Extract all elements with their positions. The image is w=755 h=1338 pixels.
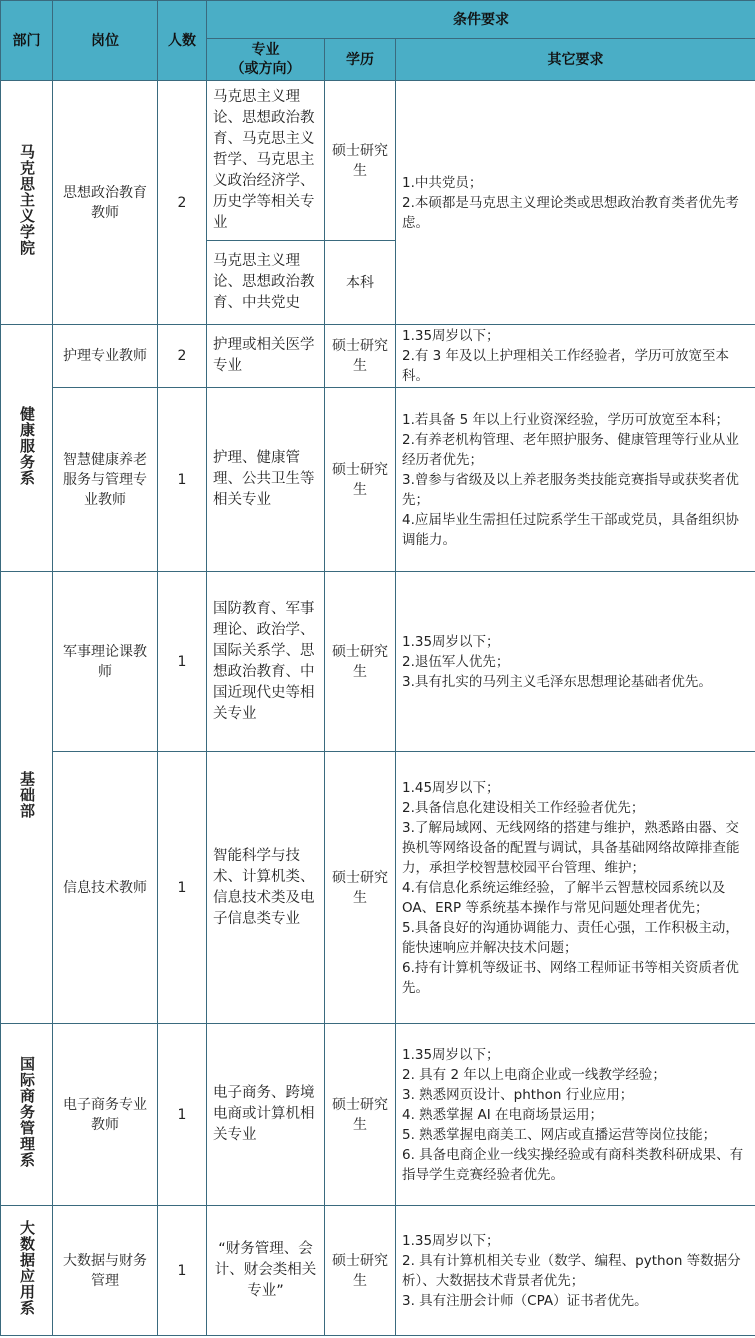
table-row xyxy=(1,1206,755,1336)
requirement-item: 2.本硕都是马克思主义理论类或思想政治教育类者优先考虑。 xyxy=(402,194,739,231)
table-row xyxy=(1,1024,755,1206)
education-cell: 硕士研究生 xyxy=(325,388,396,572)
requirement-item: 3.具有扎实的马列主义毛泽东思想理论基础者优先。 xyxy=(402,673,712,690)
major-cell: 护理或相关医学专业 xyxy=(207,325,325,388)
major-cell: 护理、健康管理、公共卫生等相关专业 xyxy=(207,388,325,572)
education-cell: 硕士研究生 xyxy=(325,1024,396,1206)
education-cell: 硕士研究生 xyxy=(325,81,396,241)
position-cell: 思想政治教育教师 xyxy=(53,81,158,325)
requirements-cell xyxy=(396,81,755,325)
requirement-item: 5. 熟悉掌握电商美工、网店或直播运营等岗位技能； xyxy=(402,1126,717,1143)
requirement-item: 2.有 3 年及以上护理相关工作经验者，学历可放宽至本科。 xyxy=(402,348,730,384)
requirement-item: 4.应届毕业生需担任过院系学生干部或党员，具备组织协调能力。 xyxy=(402,511,739,548)
table-row xyxy=(1,572,755,752)
position-cell: 军事理论课教师 xyxy=(53,572,158,752)
requirement-item: 1.中共党员； xyxy=(402,174,483,191)
header-conditions: 条件要求 xyxy=(207,1,755,39)
requirement-item: 1.35周岁以下； xyxy=(402,1232,500,1249)
header-other: 其它要求 xyxy=(396,39,755,81)
dept-cell: 国际商务管理系 xyxy=(1,1024,53,1206)
requirement-item: 5.具备良好的沟通协调能力、责任心强，工作积极主动，能快速响应并解决技术问题； xyxy=(402,919,739,956)
major-cell: 马克思主义理论、思想政治教育、马克思主义哲学、马克思主义政治经济学、历史学等相关专业 xyxy=(207,81,325,241)
requirement-item: 1.35周岁以下； xyxy=(402,328,500,344)
position-cell: 信息技术教师 xyxy=(53,752,158,1024)
major-cell: 马克思主义理论、思想政治教育、中共党史 xyxy=(207,241,325,325)
header-education: 学历 xyxy=(325,39,396,81)
requirement-item: 2.有养老机构管理、老年照护服务、健康管理等行业从业经历者优先； xyxy=(402,431,739,468)
count-cell: 2 xyxy=(158,325,207,388)
count-cell: 1 xyxy=(158,388,207,572)
major-cell: “财务管理、会计、财会类相关专业” xyxy=(207,1206,325,1336)
position-cell: 护理专业教师 xyxy=(53,325,158,388)
requirements-cell xyxy=(396,1024,755,1206)
education-cell: 硕士研究生 xyxy=(325,1206,396,1336)
requirement-item: 4. 熟悉掌握 AI 在电商场景运用； xyxy=(402,1106,603,1123)
count-cell: 1 xyxy=(158,752,207,1024)
requirement-item: 2. 具有计算机相关专业（数学、编程、python 等数据分析）、大数据技术背景者优先； xyxy=(402,1252,741,1289)
requirements-cell xyxy=(396,572,755,752)
header-position: 岗位 xyxy=(53,1,158,81)
education-cell: 本科 xyxy=(325,241,396,325)
dept-cell: 马克思主义学院 xyxy=(1,81,53,325)
header-major-line1: 专业 xyxy=(251,41,280,58)
requirement-item: 3.曾参与省级及以上养老服务类技能竞赛指导或获奖者优先； xyxy=(402,471,739,508)
count-cell: 1 xyxy=(158,572,207,752)
dept-cell: 大数据应用系 xyxy=(1,1206,53,1336)
requirement-item: 2.退伍军人优先； xyxy=(402,653,510,670)
requirement-item: 6. 具备电商企业一线实操经验或有商科类教科研成果、有指导学生竞赛经验者优先。 xyxy=(402,1146,744,1183)
requirement-item: 2. 具有 2 年以上电商企业或一线教学经验； xyxy=(402,1066,666,1083)
dept-cell: 健康服务系 xyxy=(1,325,53,572)
position-cell: 大数据与财务管理 xyxy=(53,1206,158,1336)
requirement-item: 1.35周岁以下； xyxy=(402,1046,500,1063)
header-major xyxy=(207,39,325,81)
requirements-cell xyxy=(396,752,755,1024)
requirement-item: 1.若具备 5 年以上行业资深经验，学历可放宽至本科； xyxy=(402,411,730,428)
requirement-item: 1.35周岁以下； xyxy=(402,633,500,650)
requirement-item: 3.了解局域网、无线网络的搭建与维护，熟悉路由器、交换机等网络设备的配置与调试，具备基础网络故障排查能力，承担学校智慧校园平台管理、维护； xyxy=(402,819,740,876)
table-row xyxy=(1,325,755,388)
requirements-cell xyxy=(396,325,755,388)
table-row xyxy=(1,81,755,241)
requirements-cell xyxy=(396,388,755,572)
education-cell: 硕士研究生 xyxy=(325,572,396,752)
requirement-item: 3. 熟悉网页设计、phthon 行业应用； xyxy=(402,1086,634,1103)
education-cell: 硕士研究生 xyxy=(325,752,396,1024)
requirement-item: 6.持有计算机等级证书、网络工程师证书等相关资质者优先。 xyxy=(402,959,739,996)
major-cell: 电子商务、跨境电商或计算机相关专业 xyxy=(207,1024,325,1206)
header-major-line2: （或方向） xyxy=(230,60,301,77)
requirement-item: 1.45周岁以下； xyxy=(402,779,500,796)
position-cell: 电子商务专业教师 xyxy=(53,1024,158,1206)
count-cell: 2 xyxy=(158,81,207,325)
requirement-item: 4.有信息化系统运维经验，了解半云智慧校园系统以及 OA、ERP 等系统基本操作与常见问题处理者优先； xyxy=(402,879,726,916)
education-cell: 硕士研究生 xyxy=(325,325,396,388)
dept-cell: 基础部 xyxy=(1,572,53,1024)
major-cell: 国防教育、军事理论、政治学、国际关系学、思想政治教育、中国近现代史等相关专业 xyxy=(207,572,325,752)
count-cell: 1 xyxy=(158,1024,207,1206)
header-count: 人数 xyxy=(158,1,207,81)
requirement-item: 2.具备信息化建设相关工作经验者优先； xyxy=(402,799,645,816)
table-row xyxy=(1,752,755,1024)
requirement-item: 3. 具有注册会计师（CPA）证书者优先。 xyxy=(402,1292,648,1309)
header-dept: 部门 xyxy=(1,1,53,81)
count-cell: 1 xyxy=(158,1206,207,1336)
position-cell: 智慧健康养老服务与管理专业教师 xyxy=(53,388,158,572)
requirements-cell xyxy=(396,1206,755,1336)
major-cell: 智能科学与技术、计算机类、信息技术类及电子信息类专业 xyxy=(207,752,325,1024)
table-row xyxy=(1,388,755,572)
